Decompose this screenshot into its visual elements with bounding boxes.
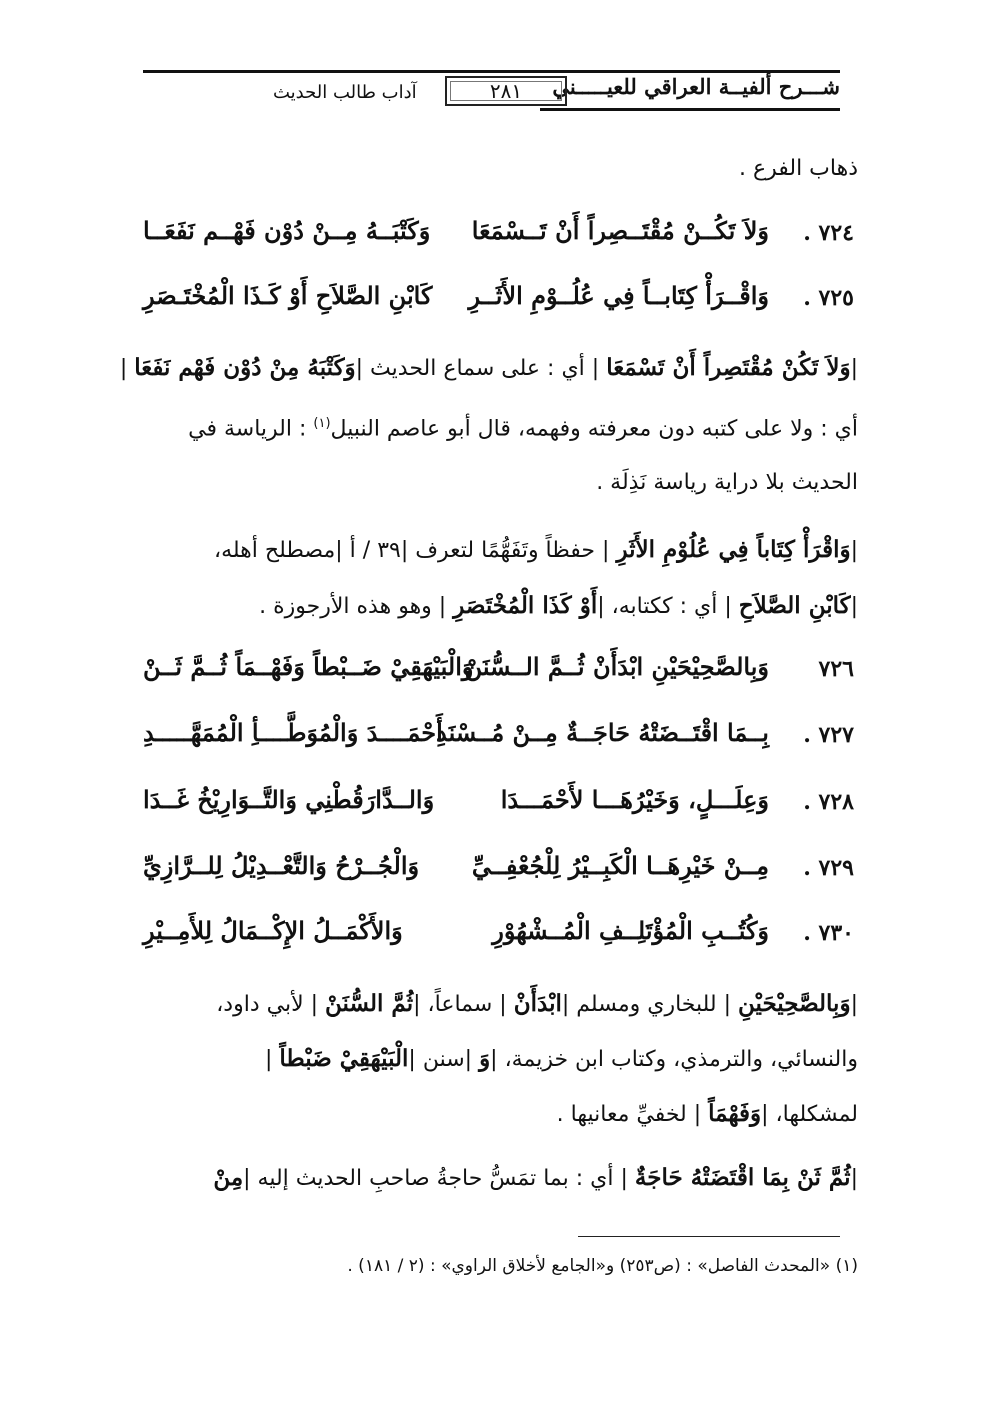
footnote-rule <box>578 1236 840 1237</box>
quoted-verse-text: وَكَتْبَهُ مِنْ دُوْن فَهْم نَفَعَا <box>134 354 356 381</box>
verse-second-hemistich: وَالْجُــرْحُ وَالتَّعْــدِيْلُ لِلــرَّازِيِّ <box>143 851 420 880</box>
commentary-line <box>265 1045 858 1072</box>
verse-number: ٧٢٤ . <box>803 220 854 246</box>
commentary-text: | <box>119 356 135 381</box>
verse-first-hemistich: وَاقْــرَأْ كِتَابــاً فِي عُلُــوْمِ الأَثَــرِ <box>468 281 769 310</box>
quoted-verse-text: وَاقْرَأْ كِتَاباً فِي عُلُوْمِ الأَثَرِ <box>616 536 851 563</box>
chapter-title: آداب طالب الحديث <box>273 82 417 103</box>
verse-number: ٧٢٨ . <box>803 789 854 815</box>
commentary-text: | <box>264 1047 280 1072</box>
commentary-line: |ثُمَّ ثَنْ بِمَا اقْتَضَتْهُ حَاجَةٌ | أي : بما تمَسُّ حاجةُ صاحبِ الحديث إليه |مِنْ <box>213 1164 858 1191</box>
commentary-text: والنسائي، والترمذي، وكتاب ابن خزيمة، | <box>490 1047 858 1072</box>
commentary-line: |كَابْنِ الصَّلاَحِ | أي : ككتابه، |أَوْ كَذَا الْمُخْتَصَرِ | وهو هذه الأرجوزة . <box>259 592 858 619</box>
commentary-line: |وَاقْرَأْ كِتَاباً فِي عُلُوْمِ الأَثَرِ | حفظاً وتَفَهُّمًا لتعرف |٣٩ / أ |مصطلح أهله، <box>213 536 858 563</box>
verse-first-hemistich: وَبِالصَّحِيْحَيْنِ ابْدَأَنْ ثُــمَّ الــسُّنَنْ <box>464 652 769 681</box>
commentary-text: | لأبي داود، <box>216 992 326 1017</box>
commentary-line: الحديث بلا دراية رياسة نَذِلَة . <box>596 470 858 495</box>
commentary-text: | أي : ككتابه، | <box>597 594 739 619</box>
footnote-ref[interactable]: (١) <box>313 416 331 431</box>
commentary-line <box>188 416 858 441</box>
quoted-verse-text: وَفَهْمَاً <box>708 1100 762 1127</box>
page-number-box <box>445 76 567 106</box>
commentary-text: | للبخاري ومسلم | <box>561 992 739 1017</box>
book-title: شـــرح ألفيــة العراقي للعيـــــني <box>552 74 840 99</box>
commentary-text: لمشكلها، | <box>761 1102 858 1127</box>
verse-second-hemistich: وَالأَكْمَــلُ الإِكْــمَالُ لِلأَمِــيْرِ <box>143 916 403 945</box>
verse-second-hemistich: أَحْمَــــدَ وَالْمُوَطَّــــأِ الْمُمَهَّـــــدِ <box>143 718 443 747</box>
quoted-verse-text: ثُمَّ ثَنْ بِمَا اقْتَضَتْهُ حَاجَةٌ <box>634 1164 851 1191</box>
footnote: (١) «المحدث الفاصل» : (ص٢٥٣) و«الجامع لأخلاق الراوي» : (٢ / ١٨١) . <box>347 1256 858 1276</box>
verse-second-hemistich: كَابْنِ الصَّلاَحِ أَوْ كَـذَا الْمُخْتَـصَرِ <box>143 281 433 310</box>
commentary-text: | سماعاً، | <box>413 992 514 1017</box>
commentary-text: | حفظاً وتَفَهُّمًا لتعرف |٣٩ / أ |مصطلح أهله، <box>213 538 617 563</box>
quoted-verse-text: وَبِالصَّحِيْحَيْنِ <box>738 990 851 1017</box>
quoted-verse-text: وَ <box>479 1045 491 1072</box>
verse-number: ٧٢٦ <box>818 656 854 682</box>
quoted-verse-text: ابْدَأَنْ <box>513 990 562 1017</box>
verse-first-hemistich: بِــمَا اقْتَــضَتْهُ حَاجَــةٌ مِــنْ مُــسْنَدِ <box>436 718 769 747</box>
quoted-verse-text: ثُمَّ السُّنَنْ <box>325 990 414 1017</box>
quoted-verse-text: كَابْنِ الصَّلاَحِ <box>738 592 851 619</box>
commentary-text: : الرياسة في <box>188 416 314 442</box>
intro-line: ذهاب الفرع . <box>738 156 858 181</box>
verse-number: ٧٢٧ . <box>803 722 854 748</box>
verse-number: ٧٣٠ . <box>803 920 854 946</box>
commentary-text: | أي : على سماع الحديث | <box>355 356 607 381</box>
header-bottom-rule <box>540 108 840 111</box>
running-header <box>143 72 840 108</box>
verse-number: ٧٢٥ . <box>803 285 854 311</box>
commentary-text: | أي : بما تمَسُّ حاجةُ صاحبِ الحديث إليه | <box>243 1166 635 1191</box>
verse-first-hemistich: وَعِلَـــلٍ، وَخَيْرُهَـــا لأَحْمَـــدَا <box>500 785 769 814</box>
quoted-verse-text: الْبَيْهَقِيْ ضَبْطاً <box>279 1045 409 1072</box>
commentary-text: |سنن | <box>408 1047 480 1072</box>
verse-first-hemistich: وَلاَ تَكُــنْ مُقْتَــصِراً أَنْ تَــسْمَعَا <box>471 216 769 245</box>
verse-second-hemistich: وَكَتْبَــهُ مِــنْ دُوْن فَهْــم نَفَعَــا <box>143 216 431 245</box>
commentary-line: |وَلاَ تَكُنْ مُقْتَصِراً أَنْ تَسْمَعَا | أي : على سماع الحديث |وَكَتْبَهُ مِنْ دُوْن فَهْم نَفَعَا | <box>119 354 858 381</box>
commentary-line: |وَبِالصَّحِيْحَيْنِ | للبخاري ومسلم |ابْدَأَنْ | سماعاً، |ثُمَّ السُّنَنْ | لأبي داود، <box>216 990 858 1017</box>
verse-second-hemistich: وَالْبَيْهَقِيْ ضَــبْطاً وَفَهْــمَاً ثُــمَّ ثَــنْ <box>143 652 474 681</box>
quoted-verse-text: مِنْ <box>213 1164 244 1191</box>
verse-number: ٧٢٩ . <box>803 855 854 881</box>
quoted-verse-text: أَوْ كَذَا الْمُخْتَصَرِ <box>453 592 598 619</box>
verse-second-hemistich: وَالــدَّارَقُطْنِي وَالتَّــوَارِيْخُ غَــدَا <box>143 785 435 814</box>
verse-first-hemistich: مِــنْ خَيْرِهَــا الْكَبِــيْرُ لِلْجُعْفِــيِّ <box>471 851 769 880</box>
page-number: ٢٨١ <box>489 79 523 103</box>
commentary-text: | وهو هذه الأرجوزة . <box>259 594 454 619</box>
commentary-text: أي : ولا على كتبه دون معرفته وفهمه، قال أبو عاصم النبيل <box>330 416 858 442</box>
quoted-verse-text: وَلاَ تَكُنْ مُقْتَصِراً أَنْ تَسْمَعَا <box>606 354 851 381</box>
commentary-line <box>557 1100 858 1127</box>
commentary-text: | لخفيِّ معانيها . <box>556 1102 709 1127</box>
verse-first-hemistich: وَكُتُــبِ الْمُؤْتَلِــفِ الْمُــشْهُوْرِ <box>492 916 769 945</box>
